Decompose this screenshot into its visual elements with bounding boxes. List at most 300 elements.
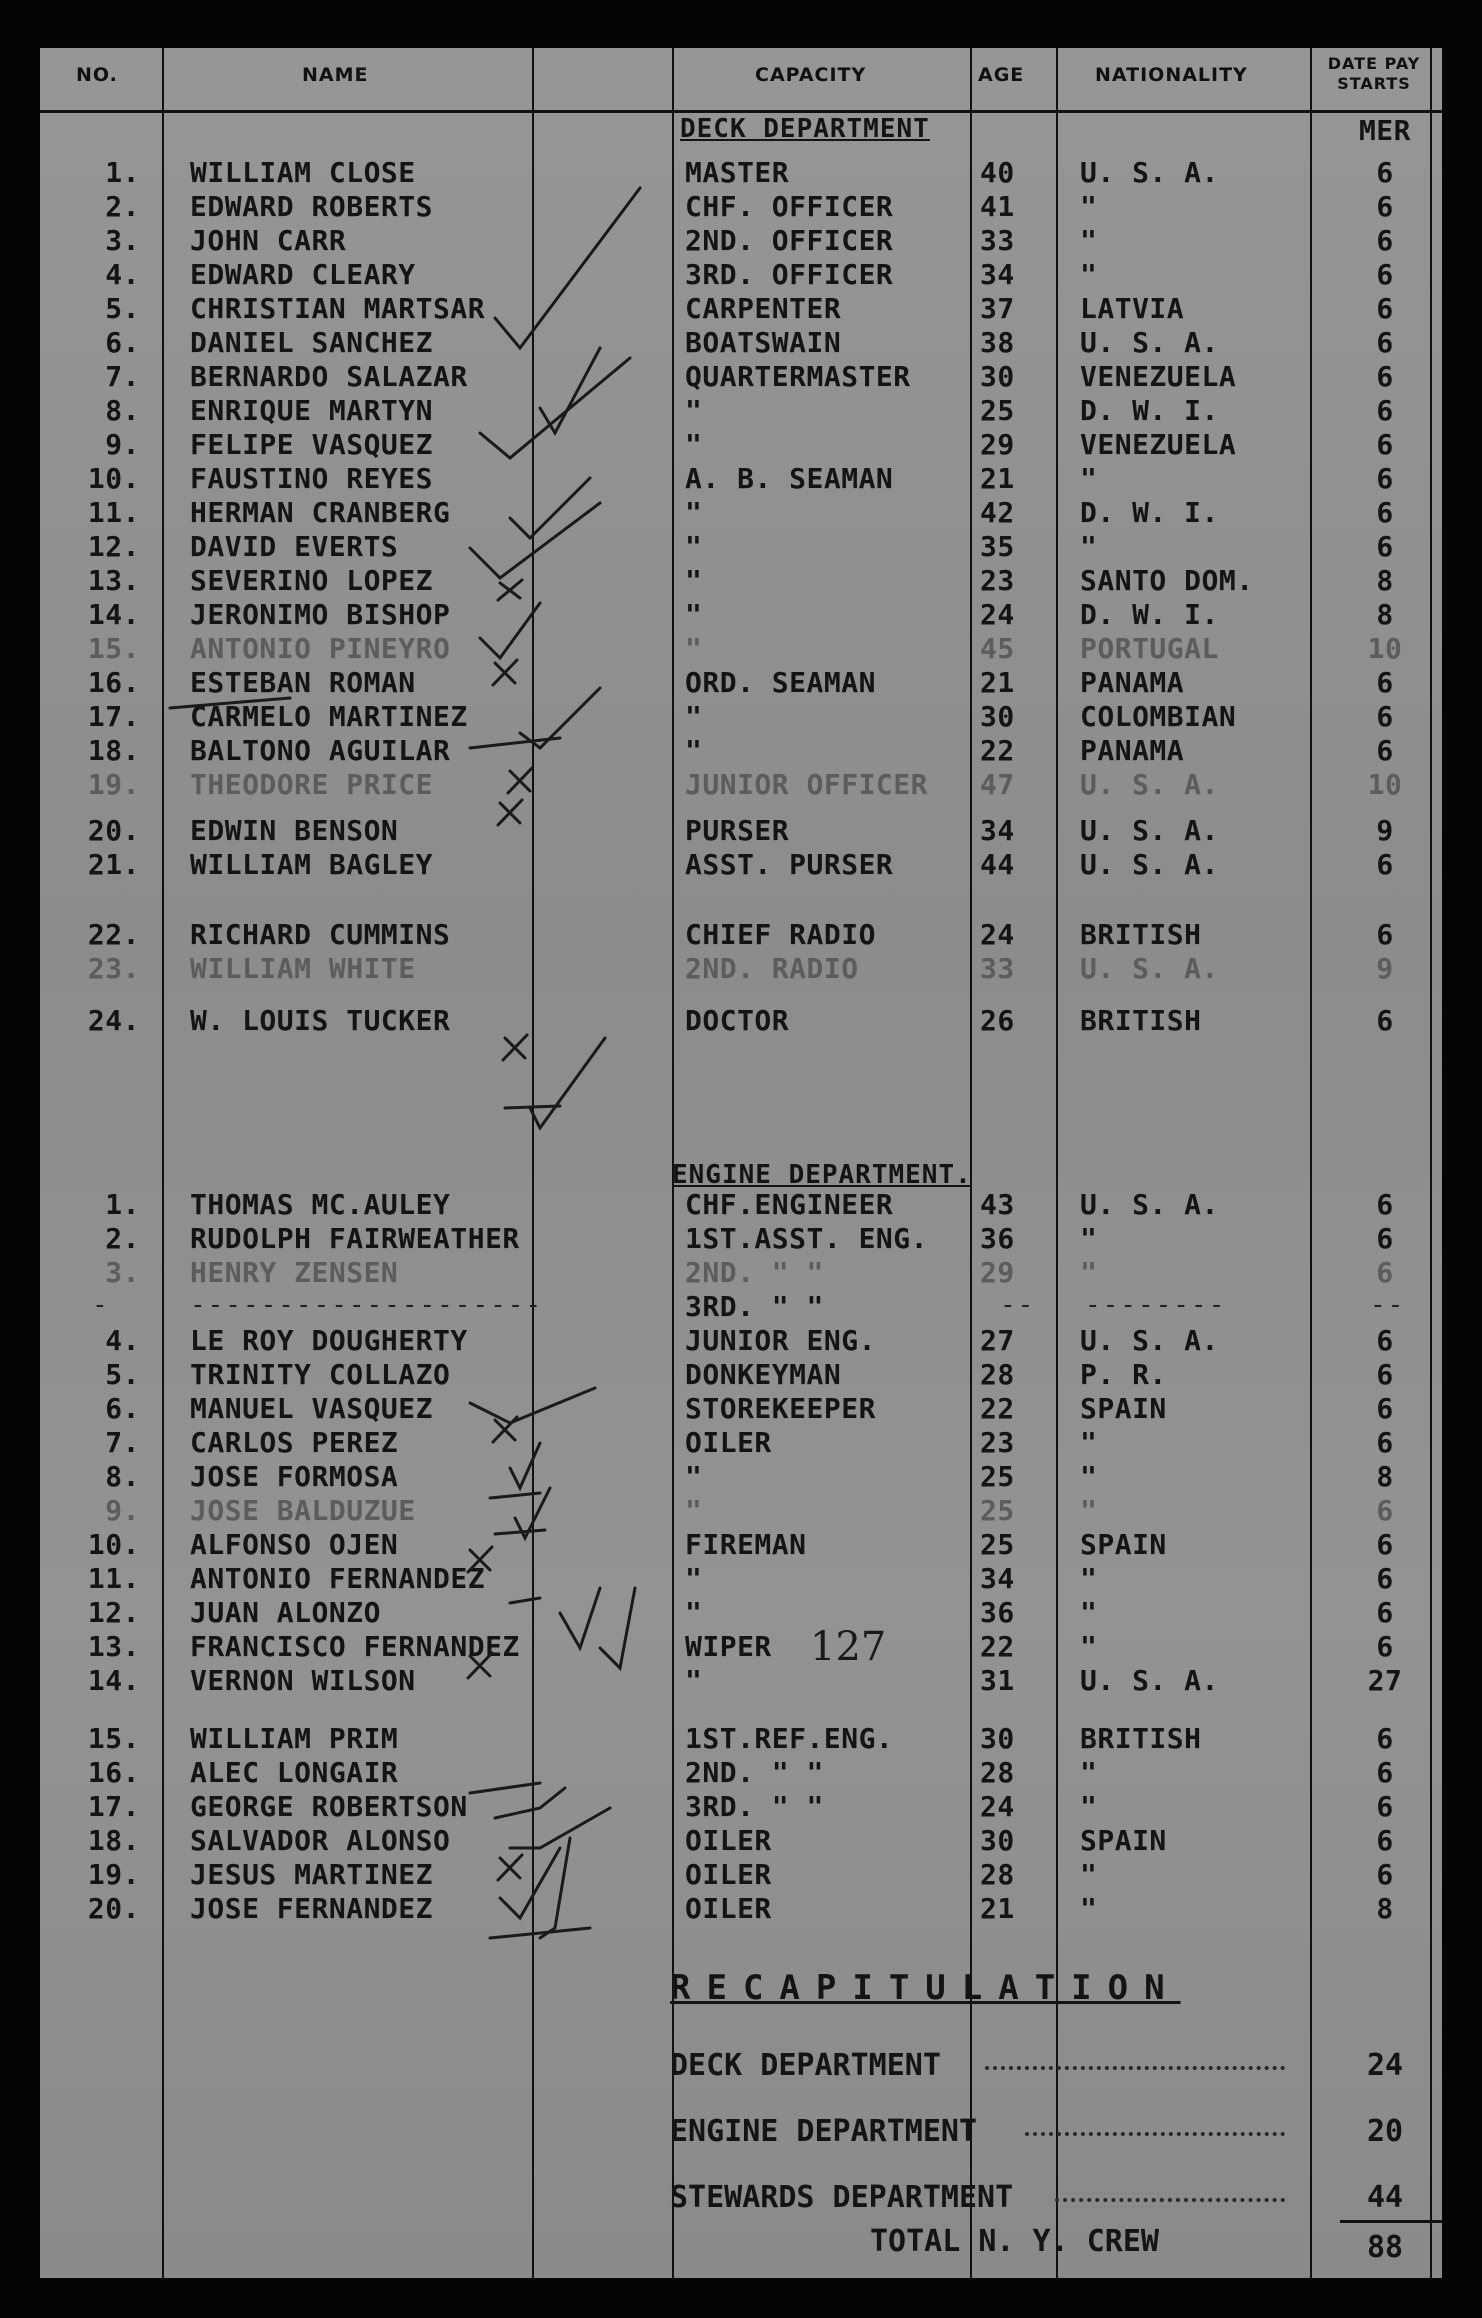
crew-name: CHRISTIAN MARTSAR: [190, 292, 486, 325]
crew-nationality: SPAIN: [1080, 1392, 1167, 1425]
vacant-row: [40, 1290, 1442, 1324]
crew-name: CARLOS PEREZ: [190, 1426, 399, 1459]
pay-start: 6: [1376, 292, 1394, 325]
crew-age: 29: [980, 1256, 1015, 1289]
crew-age: 36: [980, 1222, 1015, 1255]
pay-start: 6: [1376, 848, 1394, 881]
crew-nationality: U. S. A.: [1080, 326, 1219, 359]
pay-start: 6: [1376, 394, 1394, 427]
row-number: 2.: [105, 190, 140, 223]
pay-start: 6: [1376, 1630, 1394, 1663]
table-row: [40, 1562, 1442, 1596]
header-no: NO.: [76, 64, 118, 86]
table-row: [40, 1630, 1442, 1664]
pay-start: 6: [1376, 156, 1394, 189]
row-number: 15.: [87, 1722, 140, 1755]
pay-start: 6: [1376, 1392, 1394, 1425]
row-number: 16.: [87, 1756, 140, 1789]
pay-start: 6: [1376, 1722, 1394, 1755]
crew-name: MANUEL VASQUEZ: [190, 1392, 434, 1425]
crew-name: W. LOUIS TUCKER: [190, 1004, 451, 1037]
crew-nationality: D. W. I.: [1080, 496, 1219, 529]
crew-age: 25: [980, 1494, 1015, 1527]
crew-age: 30: [980, 360, 1015, 393]
crew-name: WILLIAM PRIM: [190, 1722, 399, 1755]
row-number: 5.: [105, 1358, 140, 1391]
table-row: [40, 326, 1442, 360]
row-number: 18.: [87, 1824, 140, 1857]
crew-capacity: BOATSWAIN: [685, 326, 842, 359]
crew-age: 24: [980, 918, 1015, 951]
table-row: [40, 598, 1442, 632]
crew-nationality: VENEZUELA: [1080, 428, 1237, 461]
table-row: [40, 1790, 1442, 1824]
row-number: 12.: [87, 1596, 140, 1629]
crew-nationality: ": [1080, 1596, 1098, 1629]
table-header: [40, 48, 1442, 110]
row-number: 8.: [105, 1460, 140, 1493]
crew-name: ALFONSO OJEN: [190, 1528, 399, 1561]
crew-age: 22: [980, 734, 1015, 767]
crew-age: 25: [980, 1528, 1015, 1561]
crew-capacity: CHF. OFFICER: [685, 190, 894, 223]
crew-name: TRINITY COLLAZO: [190, 1358, 451, 1391]
pay-start: 9: [1376, 952, 1394, 985]
pay-start: 6: [1376, 1324, 1394, 1357]
crew-age: 37: [980, 292, 1015, 325]
table-row: [40, 814, 1442, 848]
dash-rule: --------: [1085, 1290, 1227, 1320]
table-row: [40, 496, 1442, 530]
crew-capacity: STOREKEEPER: [685, 1392, 876, 1425]
recap-total-label: TOTAL N. Y. CREW: [870, 2224, 1159, 2259]
crew-capacity: FIREMAN: [685, 1528, 807, 1561]
crew-capacity: ": [685, 530, 703, 563]
crew-name: SALVADOR ALONSO: [190, 1824, 451, 1857]
handwritten-note: 127: [810, 1624, 887, 1670]
row-number: 15.: [87, 632, 140, 665]
crew-capacity: JUNIOR ENG.: [685, 1324, 876, 1357]
table-row: [40, 1892, 1442, 1926]
crew-capacity: OILER: [685, 1892, 772, 1925]
header-starts-label: STARTS: [1337, 74, 1411, 93]
crew-capacity: ": [685, 1460, 703, 1493]
table-row: [40, 1596, 1442, 1630]
dash-rule: --: [1000, 1290, 1036, 1320]
crew-capacity: ": [685, 394, 703, 427]
table-row: [40, 462, 1442, 496]
crew-age: 28: [980, 1756, 1015, 1789]
pay-start: 6: [1376, 1858, 1394, 1891]
crew-name: THEODORE PRICE: [190, 768, 434, 801]
crew-nationality: ": [1080, 530, 1098, 563]
pay-start: 10: [1367, 632, 1403, 665]
row-number: 11.: [87, 1562, 140, 1595]
pay-start: 6: [1376, 1596, 1394, 1629]
row-number: 4.: [105, 1324, 140, 1357]
pay-start: 6: [1376, 1222, 1394, 1255]
crew-capacity: OILER: [685, 1426, 772, 1459]
crew-capacity: ": [685, 1562, 703, 1595]
crew-name: ENRIQUE MARTYN: [190, 394, 434, 427]
crew-age: 43: [980, 1188, 1015, 1221]
crew-name: JESUS MARTINEZ: [190, 1858, 434, 1891]
crew-name: THOMAS MC.AULEY: [190, 1188, 451, 1221]
crew-list-sheet: [40, 48, 1442, 2278]
crew-nationality: PANAMA: [1080, 734, 1185, 767]
table-row: [40, 1722, 1442, 1756]
crew-capacity: ": [685, 1664, 703, 1697]
recap-leader: [1025, 2132, 1285, 2140]
row-number: 9.: [105, 1494, 140, 1527]
pay-start: 6: [1376, 1562, 1394, 1595]
crew-nationality: P. R.: [1080, 1358, 1167, 1391]
crew-nationality: U. S. A.: [1080, 768, 1219, 801]
crew-name: DANIEL SANCHEZ: [190, 326, 434, 359]
crew-age: 40: [980, 156, 1015, 189]
crew-age: 25: [980, 1460, 1015, 1493]
pay-start: 6: [1376, 1426, 1394, 1459]
crew-capacity: DOCTOR: [685, 1004, 790, 1037]
crew-name: JOSE FERNANDEZ: [190, 1892, 434, 1925]
crew-nationality: U. S. A.: [1080, 952, 1219, 985]
recap-leader: [985, 2066, 1285, 2074]
crew-age: 35: [980, 530, 1015, 563]
crew-nationality: ": [1080, 462, 1098, 495]
header-rule: [40, 110, 1442, 113]
pay-start: 6: [1376, 428, 1394, 461]
table-row: [40, 394, 1442, 428]
crew-nationality: U. S. A.: [1080, 1188, 1219, 1221]
row-number: 6.: [105, 1392, 140, 1425]
pay-month: MER: [1358, 114, 1412, 147]
crew-name: ESTEBAN ROMAN: [190, 666, 416, 699]
crew-capacity: 2ND. " ": [685, 1256, 824, 1289]
table-row: [40, 1188, 1442, 1222]
table-row: [40, 1222, 1442, 1256]
crew-nationality: ": [1080, 1756, 1098, 1789]
row-number: 1.: [105, 1188, 140, 1221]
crew-name: WILLIAM BAGLEY: [190, 848, 434, 881]
pay-start: 8: [1376, 564, 1394, 597]
crew-capacity: OILER: [685, 1824, 772, 1857]
crew-age: 30: [980, 700, 1015, 733]
crew-age: 30: [980, 1824, 1015, 1857]
header-nationality: NATIONALITY: [1095, 64, 1248, 86]
table-row: [40, 360, 1442, 394]
crew-nationality: ": [1080, 1892, 1098, 1925]
table-row: [40, 156, 1442, 190]
table-row: [40, 1426, 1442, 1460]
deck-department-title: DECK DEPARTMENT: [680, 114, 930, 144]
table-row: [40, 1528, 1442, 1562]
crew-age: 41: [980, 190, 1015, 223]
crew-name: BALTONO AGUILAR: [190, 734, 451, 767]
pay-start: 8: [1376, 598, 1394, 631]
crew-age: 44: [980, 848, 1015, 881]
row-number: 1.: [105, 156, 140, 189]
recap-deck-label: DECK DEPARTMENT: [670, 2048, 941, 2083]
crew-capacity: 2ND. RADIO: [685, 952, 859, 985]
crew-nationality: PORTUGAL: [1080, 632, 1219, 665]
crew-age: 22: [980, 1630, 1015, 1663]
row-number: 18.: [87, 734, 140, 767]
crew-nationality: ": [1080, 1858, 1098, 1891]
row-number: 23.: [87, 952, 140, 985]
pay-start: 6: [1376, 918, 1394, 951]
table-row: [40, 530, 1442, 564]
crew-name: JUAN ALONZO: [190, 1596, 381, 1629]
pay-start: 6: [1376, 462, 1394, 495]
row-number: 2.: [105, 1222, 140, 1255]
pay-start: 6: [1376, 190, 1394, 223]
crew-name: DAVID EVERTS: [190, 530, 399, 563]
crew-name: LE ROY DOUGHERTY: [190, 1324, 468, 1357]
crew-age: 31: [980, 1664, 1015, 1697]
crew-nationality: ": [1080, 1256, 1098, 1289]
table-row: [40, 1494, 1442, 1528]
dash-rule: -: [92, 1290, 110, 1320]
dash-rule: --: [1370, 1290, 1406, 1320]
pay-start: 6: [1376, 734, 1394, 767]
recap-leader: [1055, 2198, 1285, 2206]
crew-name: FELIPE VASQUEZ: [190, 428, 434, 461]
pay-start: 6: [1376, 360, 1394, 393]
pay-start: 6: [1376, 530, 1394, 563]
row-number: 22.: [87, 918, 140, 951]
crew-nationality: ": [1080, 1222, 1098, 1255]
crew-age: 26: [980, 1004, 1015, 1037]
row-number: 12.: [87, 530, 140, 563]
crew-nationality: LATVIA: [1080, 292, 1185, 325]
crew-name: ANTONIO PINEYRO: [190, 632, 451, 665]
crew-age: 38: [980, 326, 1015, 359]
crew-name: JOSE FORMOSA: [190, 1460, 399, 1493]
crew-name: BERNARDO SALAZAR: [190, 360, 468, 393]
row-number: 10.: [87, 462, 140, 495]
crew-capacity: ": [685, 632, 703, 665]
pay-start: 8: [1376, 1892, 1394, 1925]
crew-capacity: 1ST.ASST. ENG.: [685, 1222, 929, 1255]
table-row: [40, 1256, 1442, 1290]
crew-nationality: ": [1080, 190, 1098, 223]
table-row: [40, 1358, 1442, 1392]
crew-nationality: U. S. A.: [1080, 156, 1219, 189]
crew-age: 23: [980, 1426, 1015, 1459]
crew-nationality: SPAIN: [1080, 1528, 1167, 1561]
crew-nationality: BRITISH: [1080, 918, 1202, 951]
row-number: 7.: [105, 1426, 140, 1459]
crew-age: 24: [980, 1790, 1015, 1823]
crew-age: 23: [980, 564, 1015, 597]
crew-age: 30: [980, 1722, 1015, 1755]
dash-rule: --------------------: [190, 1290, 544, 1320]
crew-name: ALEC LONGAIR: [190, 1756, 399, 1789]
crew-capacity: ": [685, 598, 703, 631]
crew-nationality: U. S. A.: [1080, 848, 1219, 881]
crew-age: 34: [980, 258, 1015, 291]
crew-age: 21: [980, 1892, 1015, 1925]
row-number: 17.: [87, 1790, 140, 1823]
row-number: 6.: [105, 326, 140, 359]
engine-department-title: ENGINE DEPARTMENT.: [672, 1160, 972, 1190]
crew-name: WILLIAM CLOSE: [190, 156, 416, 189]
crew-name: RICHARD CUMMINS: [190, 918, 451, 951]
crew-capacity: ": [685, 496, 703, 529]
table-row: [40, 632, 1442, 666]
table-row: [40, 1324, 1442, 1358]
crew-name: JOSE BALDUZUE: [190, 1494, 416, 1527]
crew-capacity: A. B. SEAMAN: [685, 462, 894, 495]
row-number: 14.: [87, 598, 140, 631]
crew-nationality: ": [1080, 1426, 1098, 1459]
pay-start: 6: [1376, 496, 1394, 529]
crew-name: FRANCISCO FERNANDEZ: [190, 1630, 520, 1663]
crew-nationality: BRITISH: [1080, 1722, 1202, 1755]
crew-name: HERMAN CRANBERG: [190, 496, 451, 529]
pay-start: 6: [1376, 1528, 1394, 1561]
crew-name: JOHN CARR: [190, 224, 347, 257]
table-row: [40, 1664, 1442, 1698]
crew-capacity: 2ND. OFFICER: [685, 224, 894, 257]
crew-nationality: U. S. A.: [1080, 1324, 1219, 1357]
recap-stewards-value: 44: [1366, 2180, 1404, 2215]
table-row: [40, 848, 1442, 882]
crew-capacity: 3RD. " ": [685, 1790, 824, 1823]
table-row: [40, 768, 1442, 802]
table-row: [40, 666, 1442, 700]
row-number: 16.: [87, 666, 140, 699]
pay-start: 9: [1376, 814, 1394, 847]
vacant-row-capacity: 3RD. " ": [685, 1290, 824, 1323]
crew-name: EDWARD ROBERTS: [190, 190, 434, 223]
crew-capacity: PURSER: [685, 814, 790, 847]
crew-age: 21: [980, 666, 1015, 699]
table-row: [40, 190, 1442, 224]
pay-start: 6: [1376, 700, 1394, 733]
crew-age: 42: [980, 496, 1015, 529]
crew-capacity: ORD. SEAMAN: [685, 666, 876, 699]
crew-name: HENRY ZENSEN: [190, 1256, 399, 1289]
crew-age: 22: [980, 1392, 1015, 1425]
crew-nationality: BRITISH: [1080, 1004, 1202, 1037]
crew-nationality: SANTO DOM.: [1080, 564, 1254, 597]
table-row: [40, 292, 1442, 326]
crew-age: 33: [980, 224, 1015, 257]
crew-name: CARMELO MARTINEZ: [190, 700, 468, 733]
table-row: [40, 1392, 1442, 1426]
crew-age: 25: [980, 394, 1015, 427]
header-date-pay-label: DATE PAY: [1327, 54, 1421, 73]
row-number: 17.: [87, 700, 140, 733]
crew-age: 28: [980, 1358, 1015, 1391]
crew-capacity: WIPER: [685, 1630, 772, 1663]
crew-capacity: JUNIOR OFFICER: [685, 768, 929, 801]
crew-age: 24: [980, 598, 1015, 631]
crew-capacity: ": [685, 700, 703, 733]
cross-mark: [503, 1035, 527, 1060]
table-row: [40, 564, 1442, 598]
crew-capacity: CARPENTER: [685, 292, 842, 325]
pay-start: 6: [1376, 1494, 1394, 1527]
table-row: [40, 700, 1442, 734]
pay-start: 6: [1376, 1756, 1394, 1789]
row-number: 13.: [87, 1630, 140, 1663]
crew-capacity: 3RD. OFFICER: [685, 258, 894, 291]
crew-name: EDWIN BENSON: [190, 814, 399, 847]
crew-age: 34: [980, 1562, 1015, 1595]
table-row: [40, 1824, 1442, 1858]
row-number: 5.: [105, 292, 140, 325]
header-age: AGE: [978, 64, 1025, 86]
row-number: 7.: [105, 360, 140, 393]
crew-age: 27: [980, 1324, 1015, 1357]
pay-start: 6: [1376, 1188, 1394, 1221]
pay-start: 8: [1376, 1460, 1394, 1493]
row-number: 13.: [87, 564, 140, 597]
pay-start: 6: [1376, 258, 1394, 291]
pay-start: 6: [1376, 1824, 1394, 1857]
row-number: 4.: [105, 258, 140, 291]
recap-total-value: 88: [1366, 2230, 1404, 2265]
pay-start: 6: [1376, 1358, 1394, 1391]
row-number: 8.: [105, 394, 140, 427]
table-row: [40, 918, 1442, 952]
pay-start: 10: [1367, 768, 1403, 801]
crew-nationality: ": [1080, 1630, 1098, 1663]
table-row: [40, 1460, 1442, 1494]
row-number: 9.: [105, 428, 140, 461]
crew-capacity: 2ND. " ": [685, 1756, 824, 1789]
crew-nationality: ": [1080, 224, 1098, 257]
row-number: 24.: [87, 1004, 140, 1037]
checkmark: [530, 1038, 605, 1128]
crew-age: 47: [980, 768, 1015, 801]
crew-name: ANTONIO FERNANDEZ: [190, 1562, 486, 1595]
crew-nationality: SPAIN: [1080, 1824, 1167, 1857]
crew-nationality: VENEZUELA: [1080, 360, 1237, 393]
table-row: [40, 428, 1442, 462]
crew-nationality: U. S. A.: [1080, 814, 1219, 847]
crew-capacity: ASST. PURSER: [685, 848, 894, 881]
recap-engine-value: 20: [1366, 2114, 1404, 2149]
crew-name: JERONIMO BISHOP: [190, 598, 451, 631]
row-number: 20.: [87, 1892, 140, 1925]
crew-name: FAUSTINO REYES: [190, 462, 434, 495]
crew-nationality: ": [1080, 1562, 1098, 1595]
crew-nationality: ": [1080, 258, 1098, 291]
pay-start: 6: [1376, 1256, 1394, 1289]
header-capacity: CAPACITY: [755, 64, 867, 86]
crew-name: RUDOLPH FAIRWEATHER: [190, 1222, 520, 1255]
row-number: 19.: [87, 1858, 140, 1891]
crew-capacity: CHF.ENGINEER: [685, 1188, 894, 1221]
crew-age: 21: [980, 462, 1015, 495]
crew-name: WILLIAM WHITE: [190, 952, 416, 985]
recap-stewards-label: STEWARDS DEPARTMENT: [670, 2180, 1014, 2215]
crew-capacity: QUARTERMASTER: [685, 360, 911, 393]
table-row: [40, 258, 1442, 292]
recap-title: RECAPITULATION: [670, 1968, 1181, 2008]
row-number: 3.: [105, 1256, 140, 1289]
crew-nationality: ": [1080, 1460, 1098, 1493]
crew-capacity: ": [685, 734, 703, 767]
crew-name: GEORGE ROBERTSON: [190, 1790, 468, 1823]
pay-start: 27: [1367, 1664, 1403, 1697]
crew-name: EDWARD CLEARY: [190, 258, 416, 291]
table-row: [40, 224, 1442, 258]
crew-capacity: ": [685, 564, 703, 597]
